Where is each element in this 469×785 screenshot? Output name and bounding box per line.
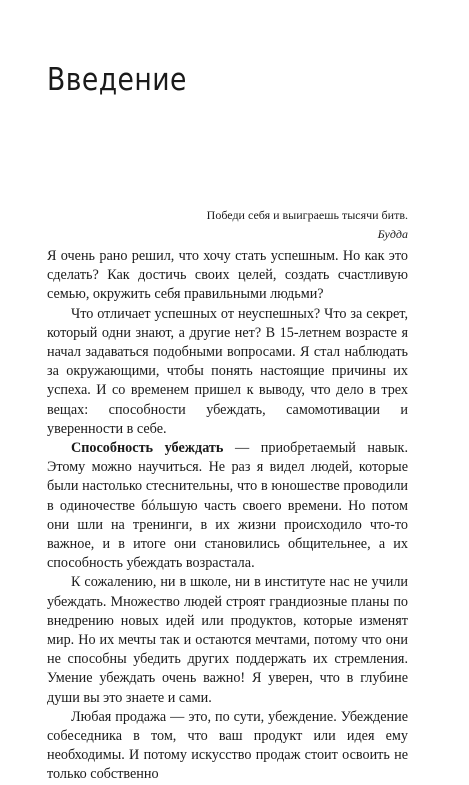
epigraph-quote: Победи себя и выиграешь тысячи битв. [206, 208, 408, 222]
epigraph [207, 206, 408, 244]
paragraph-text: — приобретаемый навык. Этому можно научиться. Не раз я видел людей, которые были настолько стеснительны, что в юношестве проводили в одиночестве бóльшую часть своего времени. Но потом они шли на тренинги, в их жизни происходило что-то важное, и в итоге они становились общительнее, а их способность убеждать возрастала. [47, 440, 408, 572]
paragraph-1 [47, 247, 408, 305]
paragraph-2 [47, 305, 408, 439]
paragraph-4 [47, 573, 408, 707]
paragraph-bold-lead: Способность убеждать [71, 440, 224, 457]
paragraph-text: Что отличает успешных от неуспешных? Что за секрет, который одни знают, а другие нет? В 15-летнем возрасте я начал задаваться подобными вопросами. Я стал наблюдать за окружающими, чтобы понять настоящие причины их успеха. И со временем пришел к выводу, что дело в трех вещах: способности убеждать, самомотивации и уверенности в себе. [47, 305, 408, 437]
paragraph-text: К сожалению, ни в школе, ни в институте нас не учили убеждать. Множество людей строят грандиозные планы по внедрению новых идей или продуктов, которые изменят мир. Но их мечты так и остаются мечтами, потому что они не способны убедить других поддержать их стремления. Умение убеждать очень важно! Я уверен, что в глубине души вы это знаете и сами. [47, 574, 408, 706]
paragraph-3 [47, 439, 408, 573]
paragraph-text: Любая продажа — это, по сути, убеждение. Убеждение собеседника в том, что ваш продукт или идея ему необходимы. И потому искусство продаж стоит освоить не только собственно [47, 708, 408, 783]
paragraph-text: Я очень рано решил, что хочу стать успешным. Но как это сделать? Как достичь своих целей, создать счастливую семью, окружить себя правильными людьми? [47, 248, 408, 303]
body-text [47, 247, 408, 785]
epigraph-author: Будда [377, 227, 408, 241]
paragraph-5 [47, 708, 408, 785]
page-title: Введение [47, 62, 187, 98]
